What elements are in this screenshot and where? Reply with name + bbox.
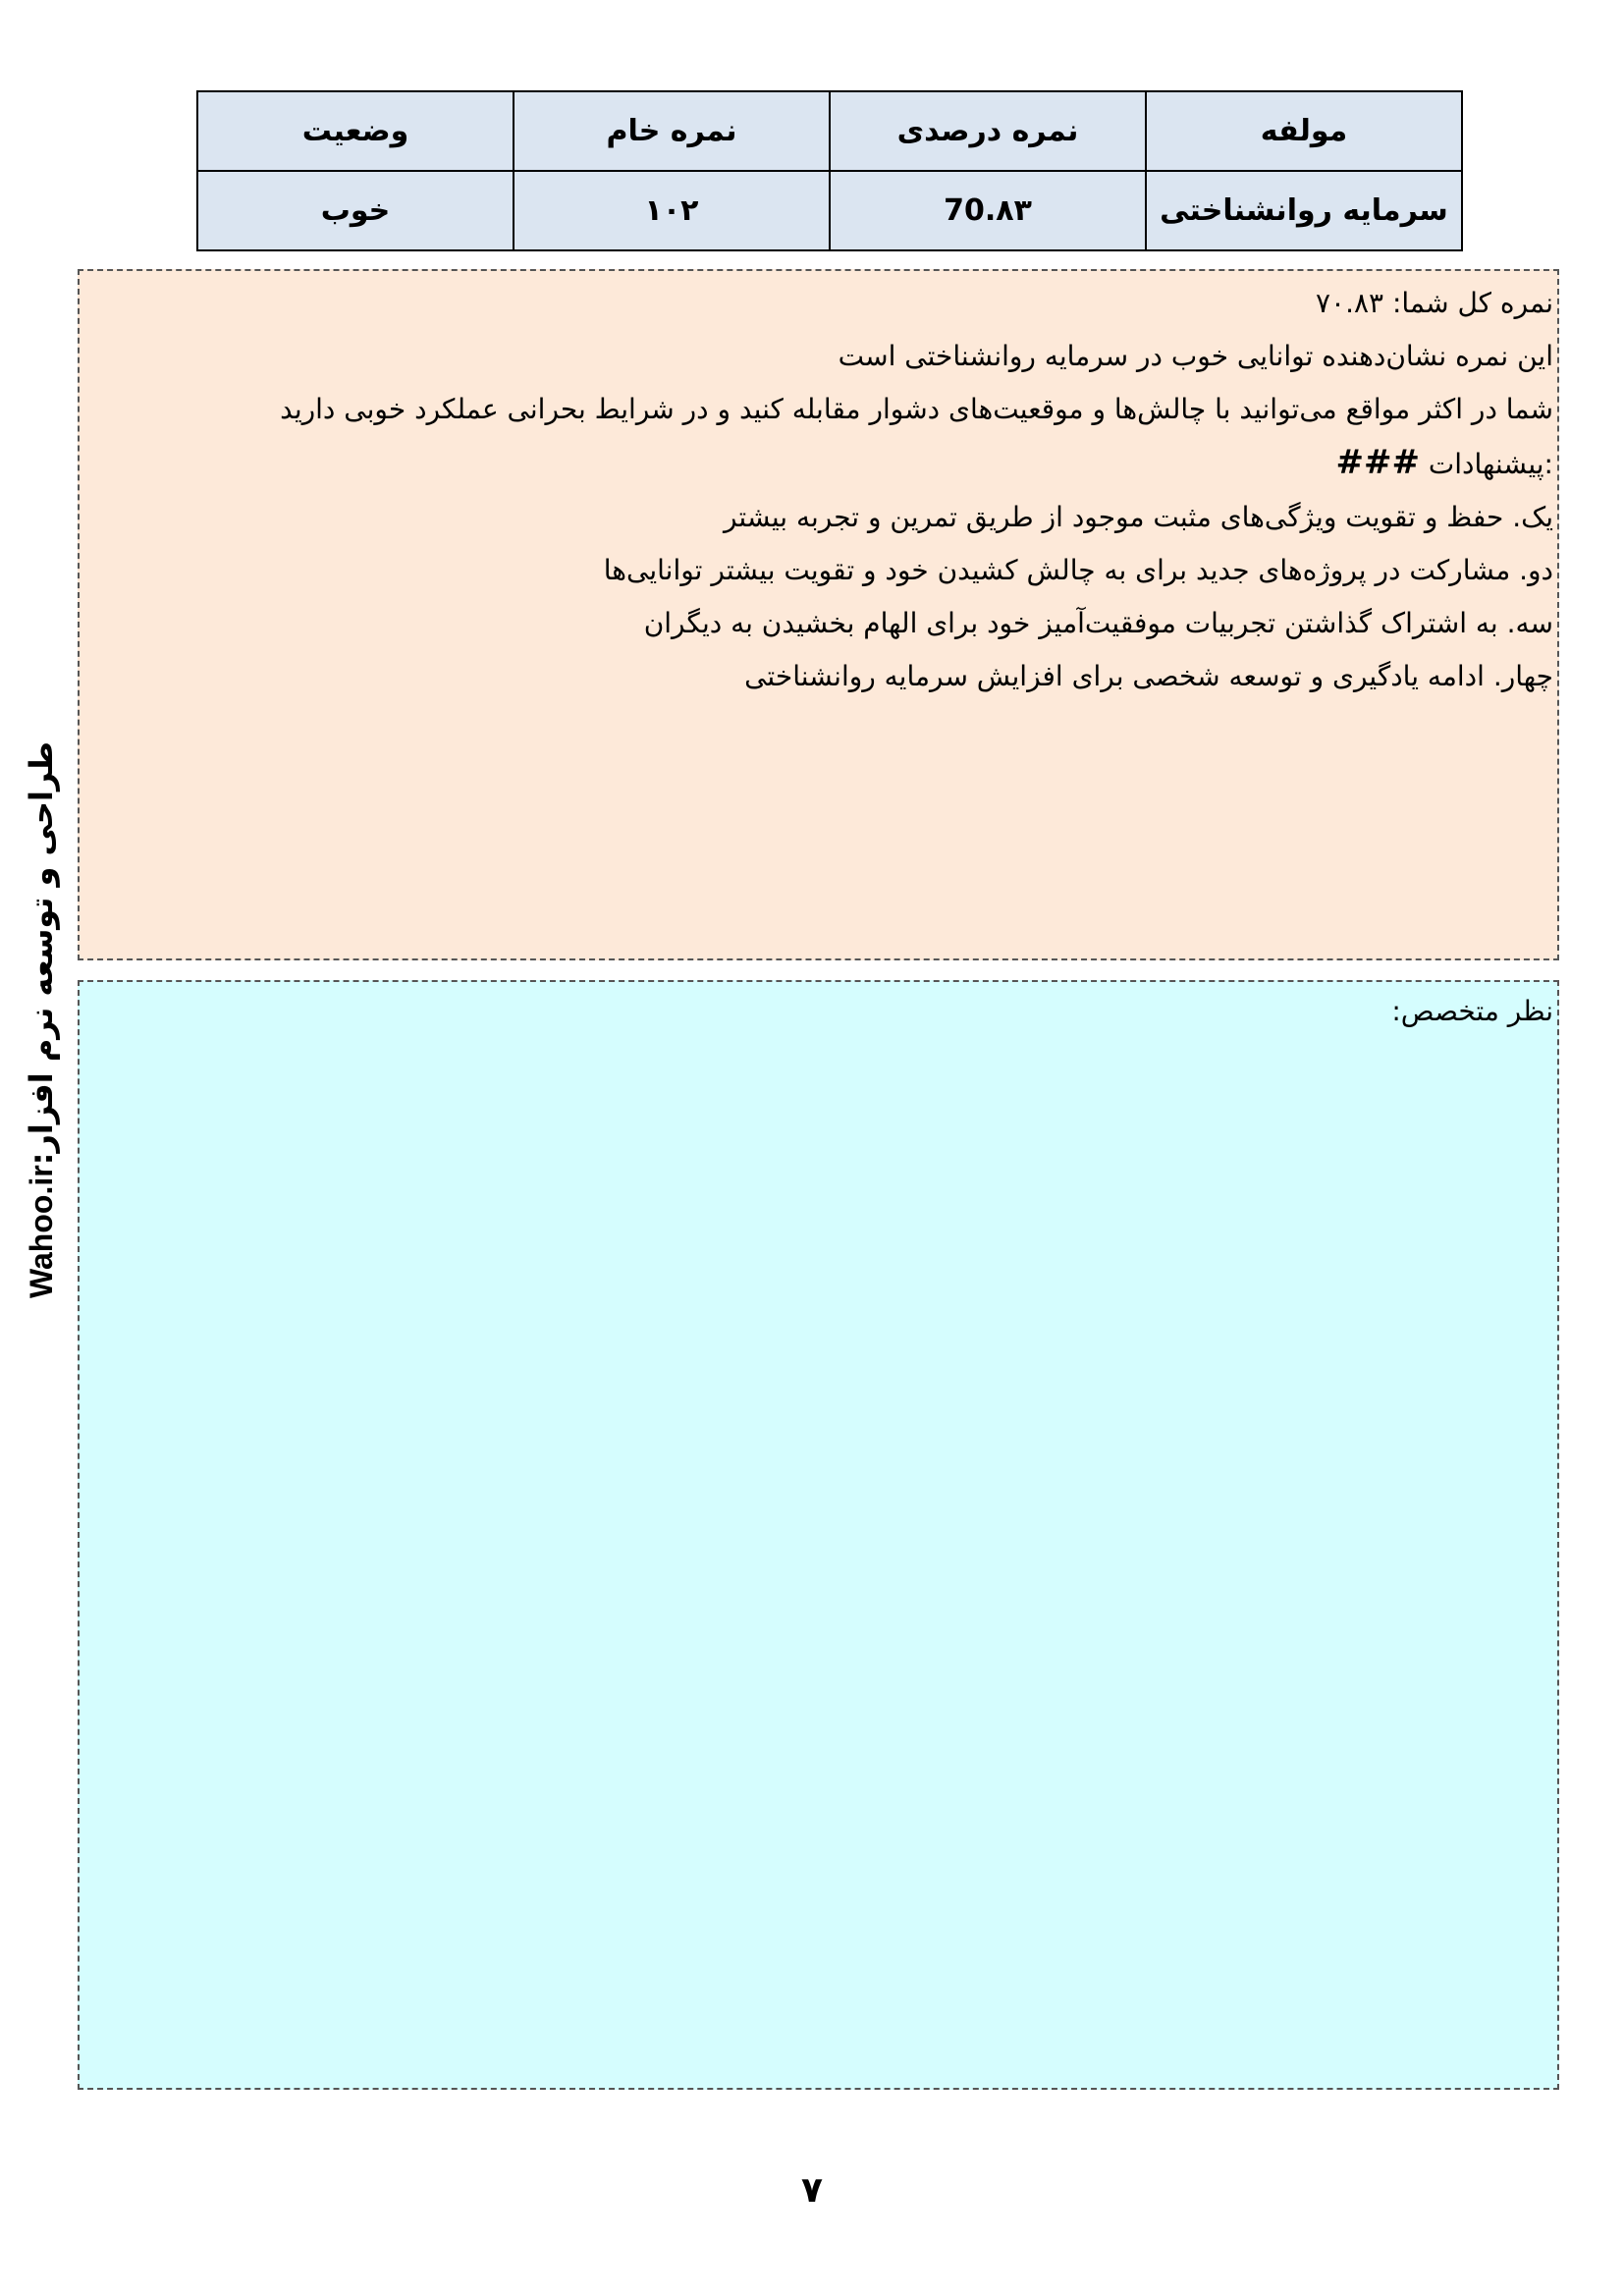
header-percent-score: نمره درصدی bbox=[830, 91, 1146, 171]
cell-percent-score: 70.۸۳ bbox=[830, 171, 1146, 250]
suggestions-label: :پیشنهادات bbox=[1428, 448, 1553, 480]
credit-label: طراحی و توسعه نرم افزار: bbox=[23, 741, 60, 1166]
expert-opinion-box bbox=[78, 980, 1559, 2090]
suggestion-item-4: چهار. ادامه یادگیری و توسعه شخصی برای افزایش سرمایه روانشناختی bbox=[744, 660, 1553, 692]
header-status: وضعیت bbox=[197, 91, 514, 171]
score-table bbox=[196, 90, 1463, 251]
side-credit bbox=[18, 741, 65, 1298]
result-line-2: شما در اکثر مواقع می‌توانید با چالش‌ها و موقعیت‌های دشوار مقابله کنید و در شرایط بحرانی عملکرد خوبی دارید bbox=[280, 393, 1553, 425]
cell-raw-score: ۱۰۲ bbox=[514, 171, 830, 250]
suggestion-item-1: یک. حفظ و تقویت ویژگی‌های مثبت موجود از طریق تمرین و تجربه بیشتر bbox=[723, 501, 1553, 533]
cell-status: خوب bbox=[197, 171, 514, 250]
cell-component: سرمایه روانشناختی bbox=[1146, 171, 1462, 250]
suggestions-heading bbox=[89, 436, 1553, 491]
suggestions-hashes: ### bbox=[1335, 443, 1420, 482]
header-raw-score: نمره خام bbox=[514, 91, 830, 171]
site-name: Wahoo.ir bbox=[23, 1165, 59, 1298]
expert-label: نظر متخصص: bbox=[1391, 995, 1553, 1027]
total-score: نمره کل شما: ۷۰.۸۳ bbox=[1315, 287, 1553, 319]
result-box bbox=[78, 269, 1559, 960]
table-row bbox=[197, 171, 1462, 250]
header-component: مولفه bbox=[1146, 91, 1462, 171]
result-line-1: این نمره نشان‌دهنده توانایی خوب در سرمایه روانشناختی است bbox=[838, 340, 1553, 372]
suggestion-item-2: دو. مشارکت در پروژه‌های جدید برای به چالش کشیدن خود و تقویت بیشتر توانایی‌ها bbox=[603, 554, 1553, 586]
table-header-row bbox=[197, 91, 1462, 171]
page-number: ۷ bbox=[801, 2170, 823, 2211]
suggestion-item-3: سه. به اشتراک گذاشتن تجربیات موفقیت‌آمیز خود برای الهام بخشیدن به دیگران bbox=[643, 607, 1553, 639]
